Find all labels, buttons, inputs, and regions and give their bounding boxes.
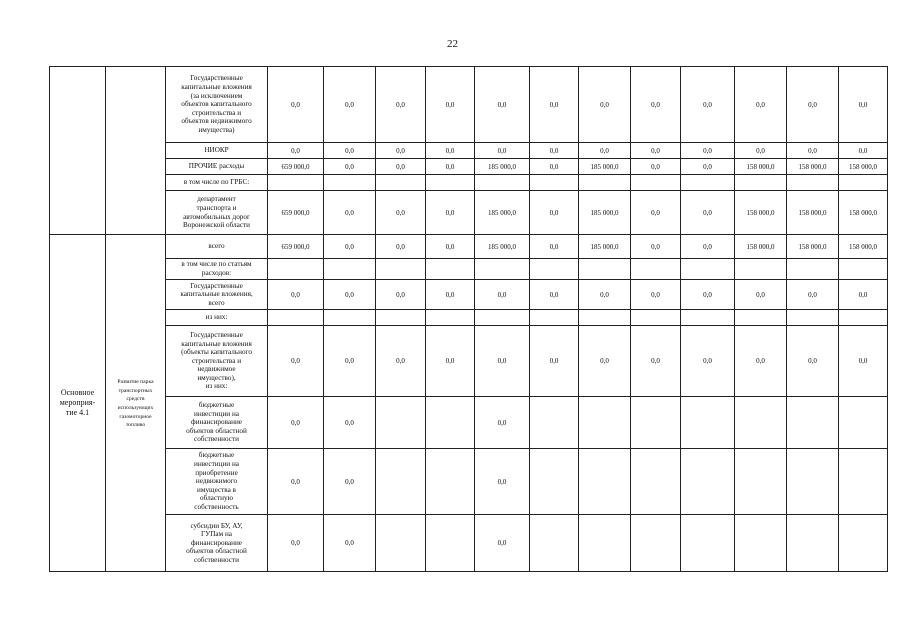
value-cell — [268, 67, 324, 143]
activity-label-cell — [50, 235, 106, 572]
activity-name-cell — [106, 235, 166, 572]
value-cell — [324, 235, 376, 259]
value-cell — [426, 259, 475, 280]
value-cell — [681, 143, 735, 159]
value-cell — [475, 515, 530, 572]
cell-value: 0,0 — [651, 146, 660, 155]
row-label-cell — [166, 191, 268, 235]
cell-value: 158 000,0 — [798, 242, 827, 251]
cell-value: 0,0 — [396, 162, 405, 171]
value-cell — [579, 67, 631, 143]
value-cell — [530, 235, 579, 259]
value-cell — [475, 259, 530, 280]
value-cell — [268, 326, 324, 397]
value-cell — [681, 235, 735, 259]
value-cell — [324, 310, 376, 326]
cell-value: 0,0 — [549, 162, 559, 171]
value-cell — [426, 143, 475, 159]
row-label-cell — [166, 449, 268, 515]
value-cell — [735, 175, 787, 191]
row-label: бюджетные инвестиции на приобретение недвижимого имущества в областную собственность — [194, 451, 239, 511]
value-cell — [376, 310, 426, 326]
value-cell — [681, 449, 735, 515]
value-cell — [530, 67, 579, 143]
row-label-cell — [166, 515, 268, 572]
budget-table — [49, 66, 888, 572]
row-label-cell — [166, 67, 268, 143]
row-label-cell — [166, 326, 268, 397]
value-cell — [839, 397, 888, 449]
cell-value: 0,0 — [345, 357, 354, 365]
cell-value: 0,0 — [549, 100, 559, 109]
cell-value: 0,0 — [445, 290, 455, 299]
cell-value: 0,0 — [651, 357, 660, 365]
row-label-cell — [166, 175, 268, 191]
value-cell — [268, 310, 324, 326]
row-label: НИОКР — [204, 146, 229, 155]
value-cell — [681, 175, 735, 191]
cell-value: 0,0 — [396, 146, 405, 155]
table-row — [50, 235, 888, 259]
cell-value: 0,0 — [497, 357, 507, 365]
value-cell — [475, 310, 530, 326]
value-cell — [376, 326, 426, 397]
value-cell — [579, 515, 631, 572]
value-cell — [530, 326, 579, 397]
cell-value: 0,0 — [445, 100, 455, 109]
row-label-cell — [166, 143, 268, 159]
cell-value: 158 000,0 — [849, 242, 877, 251]
value-cell — [426, 175, 475, 191]
value-cell — [631, 280, 681, 310]
value-cell — [268, 515, 324, 572]
value-cell — [735, 259, 787, 280]
cell-value: 0,0 — [291, 418, 300, 427]
cell-value: 0,0 — [703, 290, 712, 299]
value-cell — [735, 143, 787, 159]
cell-value: 0,0 — [396, 357, 405, 365]
value-cell — [376, 280, 426, 310]
cell-value: 185 000,0 — [590, 208, 619, 217]
table-row — [50, 515, 888, 572]
cell-value: 0,0 — [396, 208, 405, 217]
activity-name: Развитие парка транспортных средств использующих газомоторное топливо — [117, 379, 154, 429]
cell-value: 0,0 — [549, 357, 559, 365]
cell-value: 0,0 — [445, 208, 455, 217]
row-label-cell — [166, 259, 268, 280]
value-cell — [579, 143, 631, 159]
cell-value: 158 000,0 — [849, 162, 877, 171]
cell-value: 0,0 — [549, 242, 559, 251]
cell-value: 0,0 — [600, 357, 609, 365]
value-cell — [839, 235, 888, 259]
value-cell — [631, 259, 681, 280]
value-cell — [426, 515, 475, 572]
row-label: ПРОЧИЕ расходы — [188, 162, 245, 171]
value-cell — [787, 175, 839, 191]
value-cell — [475, 143, 530, 159]
value-cell — [324, 449, 376, 515]
cell-value: 158 000,0 — [746, 242, 775, 251]
value-cell — [530, 397, 579, 449]
table-row — [50, 280, 888, 310]
cell-value: 0,0 — [703, 242, 712, 251]
cell-value: 0,0 — [291, 357, 300, 365]
value-cell — [579, 326, 631, 397]
value-cell — [530, 515, 579, 572]
cell-value: 0,0 — [703, 100, 712, 109]
value-cell — [681, 515, 735, 572]
cell-value: 0,0 — [345, 539, 354, 547]
cell-value: 0,0 — [396, 290, 405, 299]
cell-value: 0,0 — [345, 162, 354, 171]
cell-value: 0,0 — [497, 477, 507, 486]
value-cell — [530, 159, 579, 175]
value-cell — [631, 191, 681, 235]
value-cell — [268, 449, 324, 515]
value-cell — [475, 175, 530, 191]
cell-value: 0,0 — [549, 208, 559, 217]
cell-value: 0,0 — [291, 290, 300, 299]
value-cell — [376, 67, 426, 143]
cell-value: 659 000,0 — [281, 208, 310, 217]
cell-value: 0,0 — [345, 208, 354, 217]
value-cell — [579, 191, 631, 235]
value-cell — [376, 259, 426, 280]
cell-value: 0,0 — [808, 146, 817, 155]
value-cell — [324, 175, 376, 191]
value-cell — [376, 191, 426, 235]
row-label-cell — [166, 235, 268, 259]
value-cell — [787, 310, 839, 326]
value-cell — [735, 326, 787, 397]
cell-value: 0,0 — [858, 100, 868, 109]
value-cell — [735, 449, 787, 515]
value-cell — [376, 515, 426, 572]
value-cell — [839, 326, 888, 397]
value-cell — [268, 280, 324, 310]
cell-value: 0,0 — [291, 539, 300, 547]
cell-value: 0,0 — [858, 357, 868, 365]
value-cell — [787, 515, 839, 572]
value-cell — [579, 280, 631, 310]
value-cell — [376, 397, 426, 449]
activity-label-cell-prev — [50, 67, 106, 235]
value-cell — [530, 191, 579, 235]
table-row — [50, 259, 888, 280]
cell-value: 0,0 — [600, 290, 609, 299]
value-cell — [268, 259, 324, 280]
cell-value: 0,0 — [600, 146, 609, 155]
value-cell — [426, 191, 475, 235]
row-label: бюджетные инвестиции на финансирование объектов областной собственности — [186, 401, 247, 444]
cell-value: 0,0 — [497, 418, 507, 427]
row-label: департамент транспорта и автомобильных дорог Воронежской области — [182, 195, 251, 230]
value-cell — [426, 280, 475, 310]
value-cell — [426, 159, 475, 175]
value-cell — [631, 515, 681, 572]
value-cell — [579, 310, 631, 326]
value-cell — [530, 175, 579, 191]
cell-value: 185 000,0 — [590, 162, 619, 171]
value-cell — [376, 235, 426, 259]
value-cell — [324, 191, 376, 235]
value-cell — [839, 175, 888, 191]
value-cell — [426, 397, 475, 449]
value-cell — [324, 67, 376, 143]
value-cell — [579, 259, 631, 280]
cell-value: 0,0 — [345, 100, 354, 109]
table-row — [50, 143, 888, 159]
table-row — [50, 159, 888, 175]
cell-value: 0,0 — [291, 100, 300, 109]
row-label-cell — [166, 280, 268, 310]
cell-value: 0,0 — [291, 146, 300, 155]
cell-value: 0,0 — [345, 290, 354, 299]
cell-value: 0,0 — [858, 290, 868, 299]
cell-value: 0,0 — [756, 357, 765, 365]
cell-value: 185 000,0 — [590, 242, 619, 251]
value-cell — [681, 280, 735, 310]
cell-value: 0,0 — [703, 357, 712, 365]
value-cell — [631, 143, 681, 159]
value-cell — [268, 397, 324, 449]
table-row — [50, 310, 888, 326]
value-cell — [631, 310, 681, 326]
value-cell — [839, 67, 888, 143]
value-cell — [735, 191, 787, 235]
value-cell — [839, 310, 888, 326]
value-cell — [681, 326, 735, 397]
cell-value: 0,0 — [445, 162, 455, 171]
value-cell — [839, 159, 888, 175]
cell-value: 0,0 — [703, 208, 712, 217]
cell-value: 0,0 — [345, 242, 354, 251]
cell-value: 0,0 — [345, 146, 354, 155]
value-cell — [579, 159, 631, 175]
cell-value: 0,0 — [808, 357, 817, 365]
value-cell — [268, 191, 324, 235]
value-cell — [735, 159, 787, 175]
value-cell — [268, 143, 324, 159]
value-cell — [376, 143, 426, 159]
cell-value: 0,0 — [396, 242, 405, 251]
value-cell — [324, 143, 376, 159]
value-cell — [681, 259, 735, 280]
value-cell — [631, 159, 681, 175]
value-cell — [839, 280, 888, 310]
value-cell — [787, 326, 839, 397]
value-cell — [475, 449, 530, 515]
value-cell — [376, 159, 426, 175]
value-cell — [735, 235, 787, 259]
cell-value: 158 000,0 — [849, 208, 877, 217]
cell-value: 0,0 — [497, 146, 507, 155]
cell-value: 0,0 — [445, 242, 455, 251]
value-cell — [735, 515, 787, 572]
cell-value: 158 000,0 — [798, 162, 827, 171]
cell-value: 0,0 — [858, 146, 868, 155]
value-cell — [426, 310, 475, 326]
table-row — [50, 326, 888, 397]
cell-value: 158 000,0 — [746, 162, 775, 171]
cell-value: 0,0 — [549, 146, 559, 155]
table-row — [50, 397, 888, 449]
cell-value: 0,0 — [600, 100, 609, 109]
value-cell — [631, 449, 681, 515]
value-cell — [631, 397, 681, 449]
value-cell — [530, 310, 579, 326]
value-cell — [579, 235, 631, 259]
value-cell — [426, 326, 475, 397]
cell-value: 185 000,0 — [488, 162, 516, 171]
value-cell — [681, 67, 735, 143]
value-cell — [681, 159, 735, 175]
cell-value: 158 000,0 — [746, 208, 775, 217]
value-cell — [839, 449, 888, 515]
cell-value: 0,0 — [756, 100, 765, 109]
cell-value: 0,0 — [396, 100, 405, 109]
value-cell — [735, 310, 787, 326]
value-cell — [475, 397, 530, 449]
cell-value: 0,0 — [497, 290, 507, 299]
value-cell — [787, 143, 839, 159]
value-cell — [631, 67, 681, 143]
value-cell — [839, 259, 888, 280]
row-label-cell — [166, 159, 268, 175]
cell-value: 0,0 — [756, 146, 765, 155]
cell-value: 0,0 — [651, 100, 660, 109]
row-label: в том числе по ГРБС: — [183, 178, 250, 187]
table-row — [50, 449, 888, 515]
value-cell — [426, 67, 475, 143]
value-cell — [631, 235, 681, 259]
cell-value: 659 000,0 — [281, 162, 310, 171]
value-cell — [324, 326, 376, 397]
value-cell — [579, 449, 631, 515]
cell-value: 0,0 — [445, 357, 455, 365]
row-label: Государственные капитальные вложения (за исключением объектов капитального строительства и объектов недвижимого имущества) — [181, 74, 252, 134]
cell-value: 0,0 — [808, 290, 817, 299]
value-cell — [579, 397, 631, 449]
value-cell — [426, 449, 475, 515]
cell-value: 0,0 — [445, 146, 455, 155]
cell-value: 0,0 — [703, 162, 712, 171]
cell-value: 0,0 — [651, 208, 660, 217]
value-cell — [787, 191, 839, 235]
cell-value: 659 000,0 — [281, 242, 310, 251]
value-cell — [787, 449, 839, 515]
value-cell — [324, 515, 376, 572]
row-label: субсидии БУ, АУ, ГУПам на финансирование объектов областной собственности — [186, 521, 247, 564]
value-cell — [475, 191, 530, 235]
cell-value: 0,0 — [497, 100, 507, 109]
row-label: Государственные капитальные вложения (объекты капитального строительства и недвижимое имущество), из них: — [181, 330, 252, 391]
value-cell — [787, 259, 839, 280]
cell-value: 0,0 — [756, 290, 765, 299]
table-row — [50, 191, 888, 235]
value-cell — [787, 397, 839, 449]
cell-value: 0,0 — [291, 477, 300, 486]
value-cell — [268, 159, 324, 175]
table-row — [50, 175, 888, 191]
value-cell — [530, 259, 579, 280]
value-cell — [631, 175, 681, 191]
row-label-cell — [166, 397, 268, 449]
value-cell — [839, 191, 888, 235]
value-cell — [579, 175, 631, 191]
cell-value: 158 000,0 — [798, 208, 827, 217]
value-cell — [475, 235, 530, 259]
value-cell — [735, 280, 787, 310]
cell-value: 0,0 — [808, 100, 817, 109]
activity-name-cell-prev — [106, 67, 166, 235]
value-cell — [530, 280, 579, 310]
value-cell — [530, 143, 579, 159]
value-cell — [839, 143, 888, 159]
value-cell — [735, 67, 787, 143]
value-cell — [735, 397, 787, 449]
value-cell — [839, 515, 888, 572]
row-label: всего — [208, 242, 225, 251]
cell-value: 0,0 — [651, 162, 660, 171]
value-cell — [475, 67, 530, 143]
cell-value: 185 000,0 — [488, 208, 516, 217]
cell-value: 185 000,0 — [488, 242, 516, 251]
row-label-cell — [166, 310, 268, 326]
value-cell — [376, 449, 426, 515]
value-cell — [681, 310, 735, 326]
cell-value: 0,0 — [345, 418, 354, 427]
value-cell — [475, 280, 530, 310]
row-label: из них: — [205, 313, 228, 322]
value-cell — [787, 235, 839, 259]
cell-value: 0,0 — [703, 146, 712, 155]
value-cell — [787, 67, 839, 143]
value-cell — [475, 326, 530, 397]
cell-value: 0,0 — [345, 477, 354, 486]
row-label: в том числе по статьям расходов: — [181, 260, 252, 277]
value-cell — [681, 191, 735, 235]
value-cell — [324, 259, 376, 280]
value-cell — [268, 235, 324, 259]
value-cell — [681, 397, 735, 449]
value-cell — [426, 235, 475, 259]
table-row — [50, 67, 888, 143]
row-label: Государственные капитальные вложения, всего — [180, 281, 253, 307]
value-cell — [376, 175, 426, 191]
value-cell — [787, 159, 839, 175]
value-cell — [324, 397, 376, 449]
value-cell — [631, 326, 681, 397]
activity-label: Основное мероприя- тие 4.1 — [59, 388, 96, 417]
value-cell — [324, 159, 376, 175]
value-cell — [268, 175, 324, 191]
cell-value: 0,0 — [651, 242, 660, 251]
cell-value: 0,0 — [549, 290, 559, 299]
page-number: 22 — [447, 38, 458, 50]
value-cell — [530, 449, 579, 515]
value-cell — [787, 280, 839, 310]
cell-value: 0,0 — [497, 539, 507, 547]
value-cell — [475, 159, 530, 175]
cell-value: 0,0 — [651, 290, 660, 299]
value-cell — [324, 280, 376, 310]
